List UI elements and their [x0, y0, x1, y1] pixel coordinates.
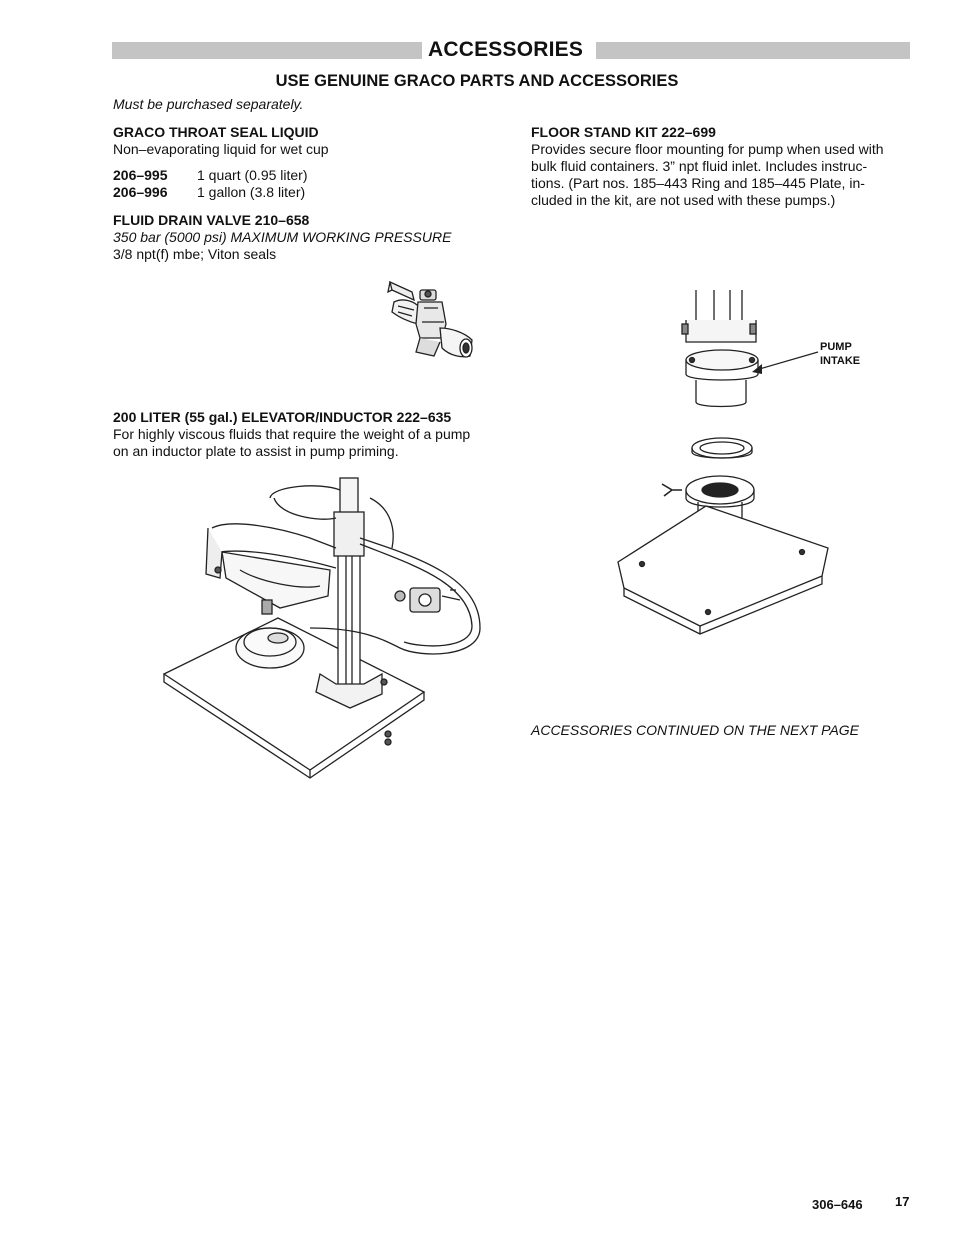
purchase-note: Must be purchased separately.: [113, 96, 304, 112]
throat-seal-description: Non–evaporating liquid for wet cup: [113, 141, 329, 157]
floor-stand-illustration: [616, 290, 832, 634]
floor-stand-heading: FLOOR STAND KIT 222–699: [531, 124, 716, 140]
pump-intake-label-line: INTAKE: [820, 355, 861, 367]
continued-note: ACCESSORIES CONTINUED ON THE NEXT PAGE: [531, 722, 860, 738]
floor-stand-text-line: tions. (Part nos. 185–443 Ring and 185–445 Plate, in-: [531, 175, 865, 191]
part-row: [113, 167, 503, 184]
pump-intake-label: [820, 340, 860, 368]
page-title: ACCESSORIES: [428, 38, 584, 61]
floor-stand-text-line: cluded in the kit, are not used with these pumps.): [531, 192, 836, 208]
page-subtitle: USE GENUINE GRACO PARTS AND ACCESSORIES: [275, 72, 679, 90]
drain-valve-section: [113, 212, 513, 263]
elevator-text-line: on an inductor plate to assist in pump priming.: [113, 443, 399, 459]
part-description: 1 gallon (3.8 liter): [197, 184, 306, 200]
title-bar-left: [112, 42, 422, 59]
page-number: 17: [895, 1194, 910, 1209]
pump-intake-label-line: PUMP: [820, 341, 852, 353]
elevator-section: [113, 409, 513, 460]
floor-stand-text-line: bulk fluid containers. 3” npt fluid inlet. Includes instruc-: [531, 158, 868, 174]
pump-intake-arrow: [752, 350, 822, 380]
elevator-illustration: [160, 478, 490, 778]
document-number: 306–646: [812, 1197, 863, 1212]
drain-valve-heading: FLUID DRAIN VALVE 210–658: [113, 212, 310, 228]
throat-seal-heading: GRACO THROAT SEAL LIQUID: [113, 124, 319, 140]
part-number: 206–995: [113, 167, 168, 183]
drain-valve-pressure: 350 bar (5000 psi) MAXIMUM WORKING PRESSURE: [113, 229, 452, 245]
part-row: [113, 184, 503, 201]
part-description: 1 quart (0.95 liter): [197, 167, 308, 183]
part-number: 206–996: [113, 184, 168, 200]
throat-seal-section: [113, 124, 503, 201]
floor-stand-section: [531, 124, 931, 209]
drain-valve-spec: 3/8 npt(f) mbe; Viton seals: [113, 246, 277, 262]
floor-stand-text-line: Provides secure floor mounting for pump when used with: [531, 141, 884, 157]
elevator-heading: 200 LITER (55 gal.) ELEVATOR/INDUCTOR 222–635: [113, 409, 452, 425]
title-bar-right: [596, 42, 910, 59]
drain-valve-illustration: [384, 272, 480, 368]
elevator-text-line: For highly viscous fluids that require the weight of a pump: [113, 426, 471, 442]
